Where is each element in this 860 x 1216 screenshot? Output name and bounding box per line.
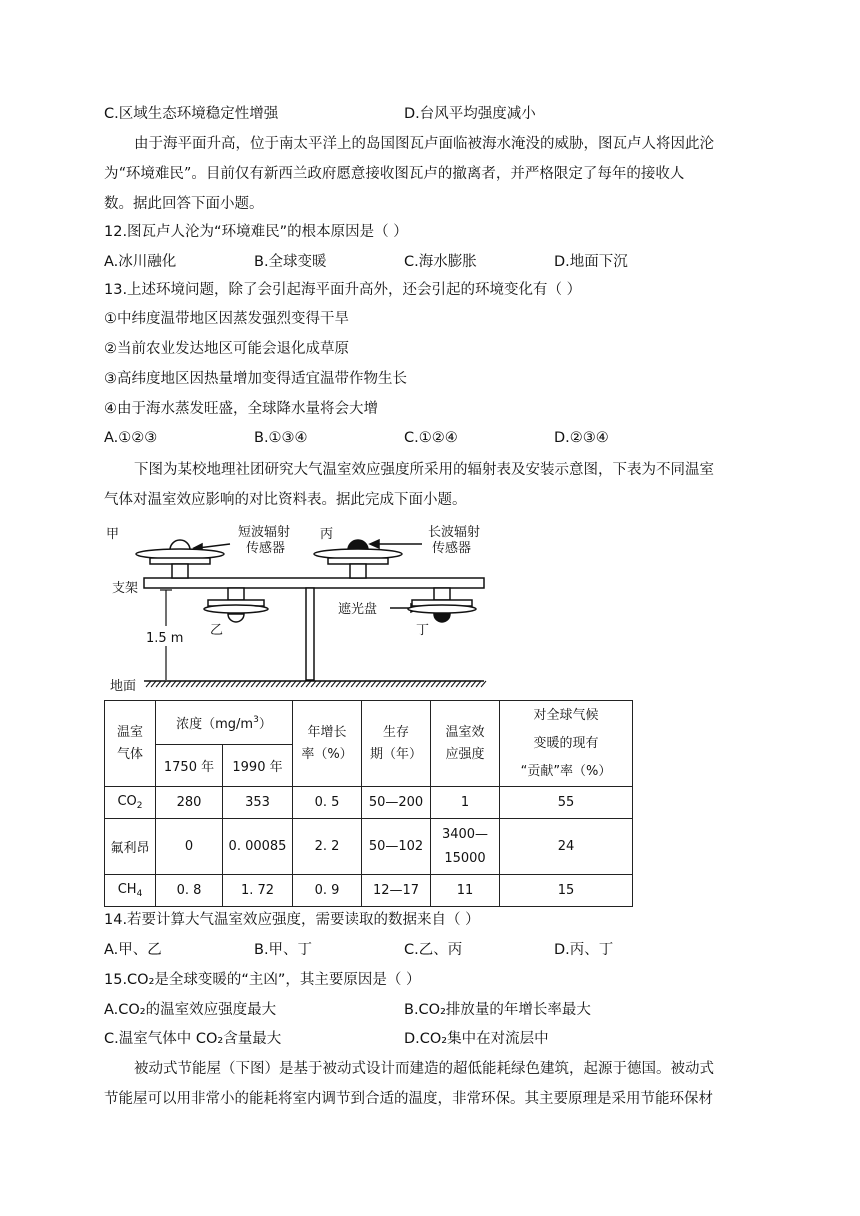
- q13-item-3: ③高纬度地区因热量增加变得适宜温带作物生长: [104, 371, 407, 387]
- passage1-line3: 数。据此回答下面小题。: [104, 196, 264, 212]
- header-1990: 1990 年: [223, 745, 293, 787]
- q15-option-c: C.温室气体中 CO₂含量最大: [104, 1031, 282, 1047]
- q13-item-4: ④由于海水蒸发旺盛，全球降水量将会大增: [104, 401, 378, 417]
- label-bracket: 支架: [112, 581, 139, 596]
- passage1-line1: 由于海平面升高，位于南太平洋上的岛国图瓦卢面临被海水淹没的威胁，图瓦卢人将因此沦: [134, 136, 714, 152]
- q14-option-b: B.甲、丁: [254, 942, 313, 958]
- q13-option-b: B.①③④: [254, 430, 308, 446]
- crossbar: [144, 578, 484, 588]
- q12-option-c: C.海水膨胀: [404, 254, 477, 270]
- q14-option-c: C.乙、丙: [404, 942, 463, 958]
- q15-stem: 15.CO₂是全球变暖的“主凶”，其主要原因是（ ）: [104, 972, 421, 988]
- header-growth-rate: 年增长 率（%）: [293, 701, 362, 787]
- label-height: 1.5 m: [146, 631, 184, 646]
- q14-option-d: D.丙、丁: [554, 942, 614, 958]
- passage3-line2: 节能屋可以用非常小的能耗将室内调节到合适的温度，非常环保。其主要原理是采用节能环保材: [104, 1091, 713, 1107]
- table-row: $CO_2$ 280 353 0. 5 50—200 1 55: [105, 787, 633, 819]
- label-long-wave-2: 传感器: [432, 541, 472, 556]
- q15-option-d: D.CO₂集中在对流层中: [404, 1031, 549, 1047]
- header-contribution: 对全球气候 变暖的现有 “贡献”率（%）: [500, 701, 633, 787]
- passage3-line1: 被动式节能屋（下图）是基于被动式设计而建造的超低能耗绿色建筑，起源于德国。被动式: [134, 1061, 714, 1077]
- q13-option-d: D.②③④: [554, 430, 609, 446]
- sensor-ding: [408, 588, 476, 622]
- passage2-line1: 下图为某校地理社团研究大气温室效应强度所采用的辐射表及安装示意图，下表为不同温室: [134, 462, 714, 478]
- option-d-prev: D.台风平均强度减小: [404, 106, 536, 122]
- q12-option-d: D.地面下沉: [554, 254, 628, 270]
- greenhouse-gas-table: [104, 700, 633, 907]
- q15-option-b: B.CO₂排放量的年增长率最大: [404, 1002, 591, 1018]
- q14-stem: 14.若要计算大气温室效应强度，需要读取的数据来自（ ）: [104, 912, 480, 928]
- table-row: $CH_4$ 0. 8 1. 72 0. 9 12—17 11 15: [105, 875, 633, 907]
- header-concentration: 浓度$(mg/m^3)$: [156, 701, 293, 745]
- header-gas: 温室 气体: [105, 701, 156, 787]
- header-effect-intensity: 温室效 应强度: [431, 701, 500, 787]
- label-ground: 地面: [110, 679, 137, 693]
- sensor-bing: [314, 540, 402, 578]
- label-ding: 丁: [416, 623, 430, 638]
- q13-item-2: ②当前农业发达地区可能会退化成草原: [104, 341, 349, 357]
- q12-stem: 12.图瓦卢人沦为“环境难民”的根本原因是（ ）: [104, 224, 408, 240]
- ground: [144, 681, 486, 687]
- header-lifetime: 生存 期（年）: [362, 701, 431, 787]
- table-row: 氟利昂 0 0. 00085 2. 2 50—102 3400— 15000 24: [105, 819, 633, 875]
- q12-option-a: A.冰川融化: [104, 254, 177, 270]
- label-shade: 遮光盘: [338, 602, 378, 617]
- header-1750: 1750 年: [156, 745, 223, 787]
- q13-stem: 13.上述环境问题，除了会引起海平面升高外，还会引起的环境变化有（ ）: [104, 282, 582, 298]
- q15-option-a: A.CO₂的温室效应强度最大: [104, 1002, 277, 1018]
- q14-option-a: A.甲、乙: [104, 942, 162, 958]
- sensor-yi: [204, 588, 268, 622]
- pole: [306, 588, 314, 680]
- passage1-line2: 为“环境难民”。目前仅有新西兰政府愿意接收图瓦卢的撤离者，并严格限定了每年的接收人: [104, 166, 685, 182]
- label-yi: 乙: [210, 623, 224, 638]
- label-jia: 甲: [106, 527, 120, 542]
- radiometer-diagram: [100, 518, 500, 693]
- option-c-prev: C.区域生态环境稳定性增强: [104, 106, 279, 122]
- label-short-wave-2: 传感器: [246, 541, 286, 556]
- q13-item-1: ①中纬度温带地区因蒸发强烈变得干旱: [104, 311, 349, 327]
- passage2-line2: 气体对温室效应影响的对比资料表。据此完成下面小题。: [104, 492, 467, 508]
- arrow-long-wave: [370, 540, 422, 548]
- q12-option-b: B.全球变暖: [254, 254, 327, 270]
- label-long-wave-1: 长波辐射: [428, 525, 481, 540]
- q13-option-c: C.①②④: [404, 430, 458, 446]
- label-bing: 丙: [320, 527, 334, 542]
- label-short-wave-1: 短波辐射: [238, 525, 291, 540]
- q13-option-a: A.①②③: [104, 430, 158, 446]
